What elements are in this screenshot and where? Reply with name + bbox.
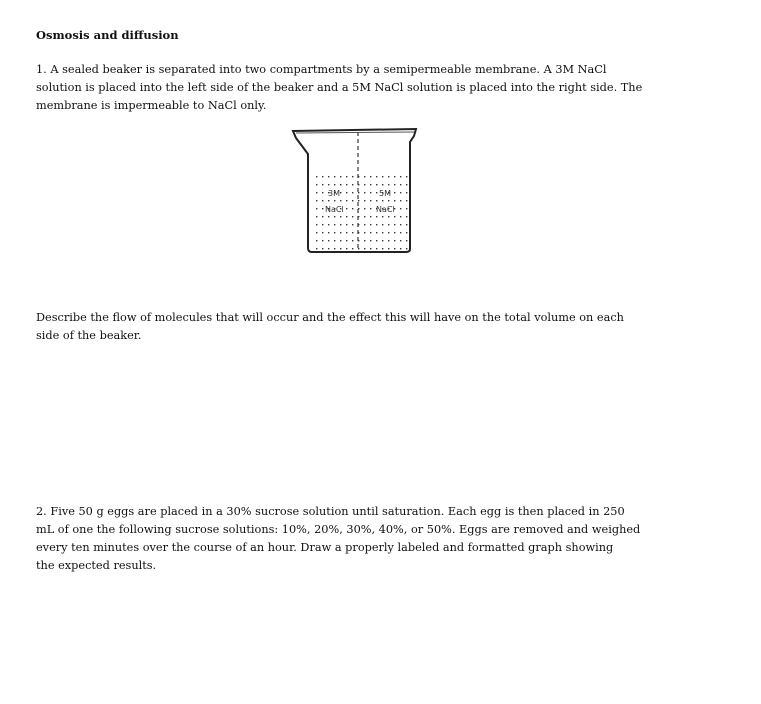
- solution-dot: [352, 224, 353, 225]
- solution-dot: [316, 232, 317, 233]
- solution-dot: [364, 240, 365, 241]
- solution-dot: [376, 176, 377, 177]
- solution-dot: [400, 232, 401, 233]
- solution-dot: [382, 200, 383, 201]
- solution-dot: [328, 200, 329, 201]
- beaker-diagram: [288, 124, 423, 259]
- solution-dot: [340, 216, 341, 217]
- solution-dot: [358, 248, 359, 249]
- solution-dot: [346, 240, 347, 241]
- solution-dot: [346, 176, 347, 177]
- solution-dot: [322, 224, 323, 225]
- text-line: membrane is impermeable to NaCl only.: [36, 99, 267, 112]
- solution-dot: [388, 248, 389, 249]
- solution-dot: [322, 216, 323, 217]
- solution-dot: [340, 248, 341, 249]
- solution-dot: [370, 208, 371, 209]
- solution-dot: [340, 240, 341, 241]
- solution-dot: [352, 184, 353, 185]
- solution-dot: [358, 216, 359, 217]
- solution-dot: [316, 200, 317, 201]
- solution-dot: [346, 248, 347, 249]
- question-1-prompt: [36, 309, 624, 345]
- document-title: Osmosis and diffusion: [36, 28, 179, 42]
- solution-dot: [388, 224, 389, 225]
- solution-dot: [364, 184, 365, 185]
- solution-dot: [358, 240, 359, 241]
- solution-dot: [358, 192, 359, 193]
- solution-dot: [328, 184, 329, 185]
- solution-dot: [358, 200, 359, 201]
- text-line: solution is placed into the left side of the beaker and a 5M NaCl solution is placed into the right side. The: [36, 81, 643, 94]
- solution-dot: [388, 240, 389, 241]
- solution-dot: [382, 248, 383, 249]
- solution-dot: [316, 248, 317, 249]
- solution-dot: [352, 240, 353, 241]
- solution-dot: [382, 176, 383, 177]
- solution-dot: [376, 248, 377, 249]
- solution-dot: [382, 216, 383, 217]
- solution-dot: [406, 248, 407, 249]
- solution-dot: [370, 192, 371, 193]
- solution-dot: [364, 192, 365, 193]
- solution-dot: [328, 176, 329, 177]
- text-line: Describe the flow of molecules that will occur and the effect this will have on the total volume on each: [36, 311, 624, 324]
- solution-dot: [376, 216, 377, 217]
- solution-dot: [328, 216, 329, 217]
- solution-dot: [400, 176, 401, 177]
- solution-dot: [388, 184, 389, 185]
- solution-dot: [376, 184, 377, 185]
- solution-dot: [364, 232, 365, 233]
- solution-dot: [406, 216, 407, 217]
- solution-dot: [370, 232, 371, 233]
- solution-dot: [322, 232, 323, 233]
- solution-dot: [394, 200, 395, 201]
- solution-dot: [346, 200, 347, 201]
- solution-dot: [400, 184, 401, 185]
- solution-dot: [334, 184, 335, 185]
- solution-dot: [352, 216, 353, 217]
- solution-dot: [346, 208, 347, 209]
- solution-dot: [328, 232, 329, 233]
- beaker-outline: [293, 129, 416, 252]
- solution-dot: [346, 232, 347, 233]
- solution-dot: [352, 232, 353, 233]
- solution-dot: [322, 248, 323, 249]
- solution-dot: [382, 232, 383, 233]
- solution-dot: [334, 216, 335, 217]
- solution-dot: [376, 224, 377, 225]
- solution-dot: [406, 184, 407, 185]
- solution-dot: [334, 200, 335, 201]
- solution-dot: [370, 200, 371, 201]
- solution-dot: [376, 232, 377, 233]
- right-label-concentration: 5M: [379, 189, 391, 198]
- solution-dot: [364, 208, 365, 209]
- solution-dot: [400, 224, 401, 225]
- solution-dot: [364, 248, 365, 249]
- solution-dot: [388, 176, 389, 177]
- solution-dot: [406, 192, 407, 193]
- solution-dot: [340, 200, 341, 201]
- solution-dot: [406, 224, 407, 225]
- solution-dot: [394, 232, 395, 233]
- solution-dot: [400, 248, 401, 249]
- solution-dot: [328, 224, 329, 225]
- solution-dot: [352, 176, 353, 177]
- solution-dot: [364, 200, 365, 201]
- solution-dot: [322, 176, 323, 177]
- solution-dot: [364, 216, 365, 217]
- solution-dot: [400, 208, 401, 209]
- solution-dot: [316, 184, 317, 185]
- left-label-solute: NaCl: [325, 205, 344, 214]
- solution-dot: [346, 184, 347, 185]
- solution-dot: [406, 176, 407, 177]
- solution-dot: [346, 224, 347, 225]
- question-1: [36, 61, 642, 115]
- solution-dot: [346, 216, 347, 217]
- solution-dot: [352, 200, 353, 201]
- solution-dot: [346, 192, 347, 193]
- solution-dot: [370, 224, 371, 225]
- right-label-solute: NaCl: [376, 205, 395, 214]
- solution-dot: [316, 192, 317, 193]
- solution-dot: [316, 208, 317, 209]
- solution-dot: [352, 248, 353, 249]
- solution-dot: [358, 232, 359, 233]
- solution-dot: [328, 240, 329, 241]
- solution-dot: [388, 216, 389, 217]
- solution-dot: [406, 200, 407, 201]
- text-line: mL of one the following sucrose solutions: 10%, 20%, 30%, 40%, or 50%. Eggs are removed and weighed: [36, 523, 641, 536]
- solution-dot: [400, 192, 401, 193]
- solution-dot: [400, 240, 401, 241]
- solution-dot: [406, 232, 407, 233]
- solution-dot: [322, 192, 323, 193]
- solution-dot: [370, 184, 371, 185]
- solution-dot: [370, 240, 371, 241]
- solution-dot: [334, 176, 335, 177]
- solution-dot: [358, 224, 359, 225]
- solution-dot: [364, 224, 365, 225]
- solution-dot: [406, 240, 407, 241]
- solution-dot: [316, 240, 317, 241]
- solution-dot: [394, 176, 395, 177]
- question-2: [36, 503, 640, 575]
- text-line: every ten minutes over the course of an hour. Draw a properly labeled and formatted graph showing: [36, 541, 614, 554]
- solution-dot: [358, 208, 359, 209]
- left-label-concentration: 3M: [328, 189, 340, 198]
- solution-dot: [352, 192, 353, 193]
- solution-dot: [394, 184, 395, 185]
- solution-dot: [364, 176, 365, 177]
- solution-dot: [388, 232, 389, 233]
- solution-dot: [340, 192, 341, 193]
- solution-dot: [394, 240, 395, 241]
- solution-dot: [394, 248, 395, 249]
- text-line: the expected results.: [36, 559, 157, 572]
- text-line: side of the beaker.: [36, 329, 142, 342]
- solution-dot: [376, 192, 377, 193]
- solution-dot: [322, 184, 323, 185]
- solution-dot: [316, 216, 317, 217]
- solution-dot: [340, 224, 341, 225]
- solution-dot: [334, 224, 335, 225]
- solution-dot: [328, 248, 329, 249]
- solution-dot: [394, 192, 395, 193]
- solution-dot: [376, 240, 377, 241]
- solution-dot: [334, 232, 335, 233]
- solution-dot: [382, 240, 383, 241]
- solution-dot: [340, 176, 341, 177]
- solution-dot: [322, 208, 323, 209]
- solution-dot: [358, 176, 359, 177]
- solution-dot: [370, 216, 371, 217]
- solution-dot: [316, 176, 317, 177]
- solution-dot: [400, 200, 401, 201]
- solution-dot: [394, 216, 395, 217]
- solution-dot: [382, 184, 383, 185]
- solution-dot: [316, 224, 317, 225]
- solution-dot: [340, 232, 341, 233]
- solution-dot: [370, 248, 371, 249]
- solution-dot: [340, 184, 341, 185]
- solution-dot: [334, 240, 335, 241]
- solution-dot: [382, 224, 383, 225]
- solution-dot: [388, 200, 389, 201]
- solution-dot: [394, 224, 395, 225]
- solution-dot: [322, 200, 323, 201]
- text-line: 2. Five 50 g eggs are placed in a 30% sucrose solution until saturation. Each egg is then placed in 250: [36, 505, 625, 518]
- solution-dot: [406, 208, 407, 209]
- solution-dot: [376, 200, 377, 201]
- text-line: 1. A sealed beaker is separated into two compartments by a semipermeable membrane. A 3M NaCl: [36, 63, 607, 76]
- solution-dot: [358, 184, 359, 185]
- solution-dot: [400, 216, 401, 217]
- solution-dot: [370, 176, 371, 177]
- solution-dot: [334, 248, 335, 249]
- solution-dot: [322, 240, 323, 241]
- solution-dot: [352, 208, 353, 209]
